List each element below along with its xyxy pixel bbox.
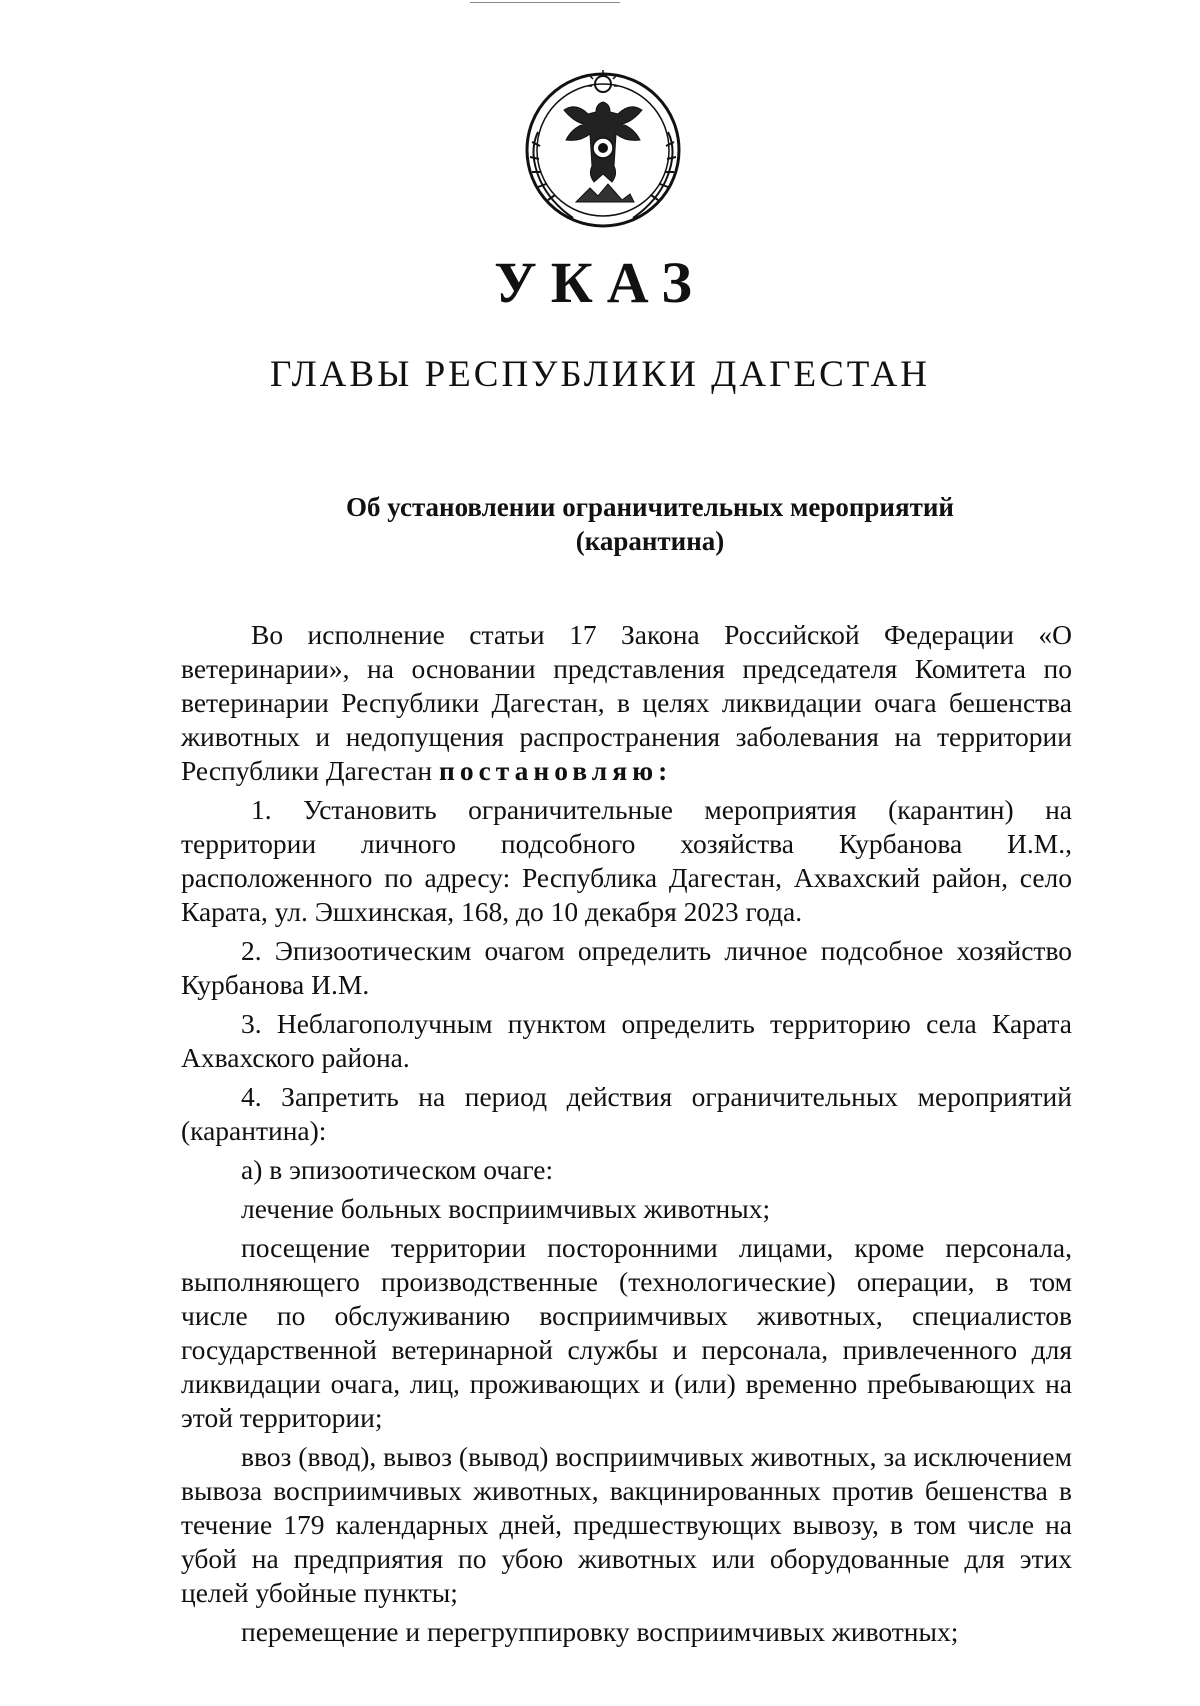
coat-of-arms-icon (518, 62, 688, 232)
decree-keyword: постановляю: (438, 755, 673, 786)
preamble-text: Во исполнение статьи 17 Закона Российской Федерации «О ветеринарии», на основании представления председателя Комитета по ветеринарии Республики Дагестан, в целях ликвидации очага бешенства животных и недопущения распространения заболевания на территории Республики Дагестан (181, 619, 1072, 786)
item-4: 4. Запретить на период действия ограничительных мероприятий (карантина): (181, 1081, 1072, 1146)
document-heading (290, 490, 1010, 558)
item-2: 2. Эпизоотическим очагом определить личное подсобное хозяйство Курбанова И.М. (181, 935, 1072, 1000)
document-heading-line2: (карантина) (575, 526, 725, 556)
scan-artifact-line (470, 2, 620, 3)
decree-title: УКАЗ (494, 250, 706, 315)
ban-1: лечение больных восприимчивых животных; (241, 1193, 771, 1224)
ban-2: посещение территории посторонними лицами, кроме персонала, выполняющего производственные (технологические) операции, в том числе по обслуживанию восприимчивых животных, специалистов государственной ветеринарной службы и персонала, привлеченного для ликвидации очага, лиц, проживающих и (или) временно пребывающих на этой территории; (181, 1232, 1072, 1433)
document-body (181, 618, 1072, 1654)
item-3: 3. Неблагополучным пунктом определить территорию села Карата Ахвахского района. (181, 1008, 1072, 1073)
preamble-paragraph (181, 618, 1072, 788)
subitem-a: а) в эпизоотическом очаге: (241, 1154, 554, 1185)
ban-4: перемещение и перегруппировку восприимчивых животных; (241, 1616, 959, 1647)
ban-3: ввоз (ввод), вывоз (вывод) восприимчивых животных, за исключением вывоза восприимчивых животных, вакцинированных против бешенства в течение 179 календарных дней, предшествующих вывозу, в том числе на убой на предприятия по убою животных или оборудованные для этих целей убойные пункты; (181, 1441, 1072, 1608)
decree-issuer: ГЛАВЫ РЕСПУБЛИКИ ДАГЕСТАН (269, 354, 930, 395)
document-heading-line1: Об установлении ограничительных мероприятий (346, 492, 954, 522)
item-1: 1. Установить ограничительные мероприятия (карантин) на территории личного подсобного хозяйства Курбанова И.М., расположенного по адресу: Республика Дагестан, Ахвахский район, село Карата, ул. Эшхинская, 168, до 10 декабря 2023 года. (181, 794, 1072, 927)
